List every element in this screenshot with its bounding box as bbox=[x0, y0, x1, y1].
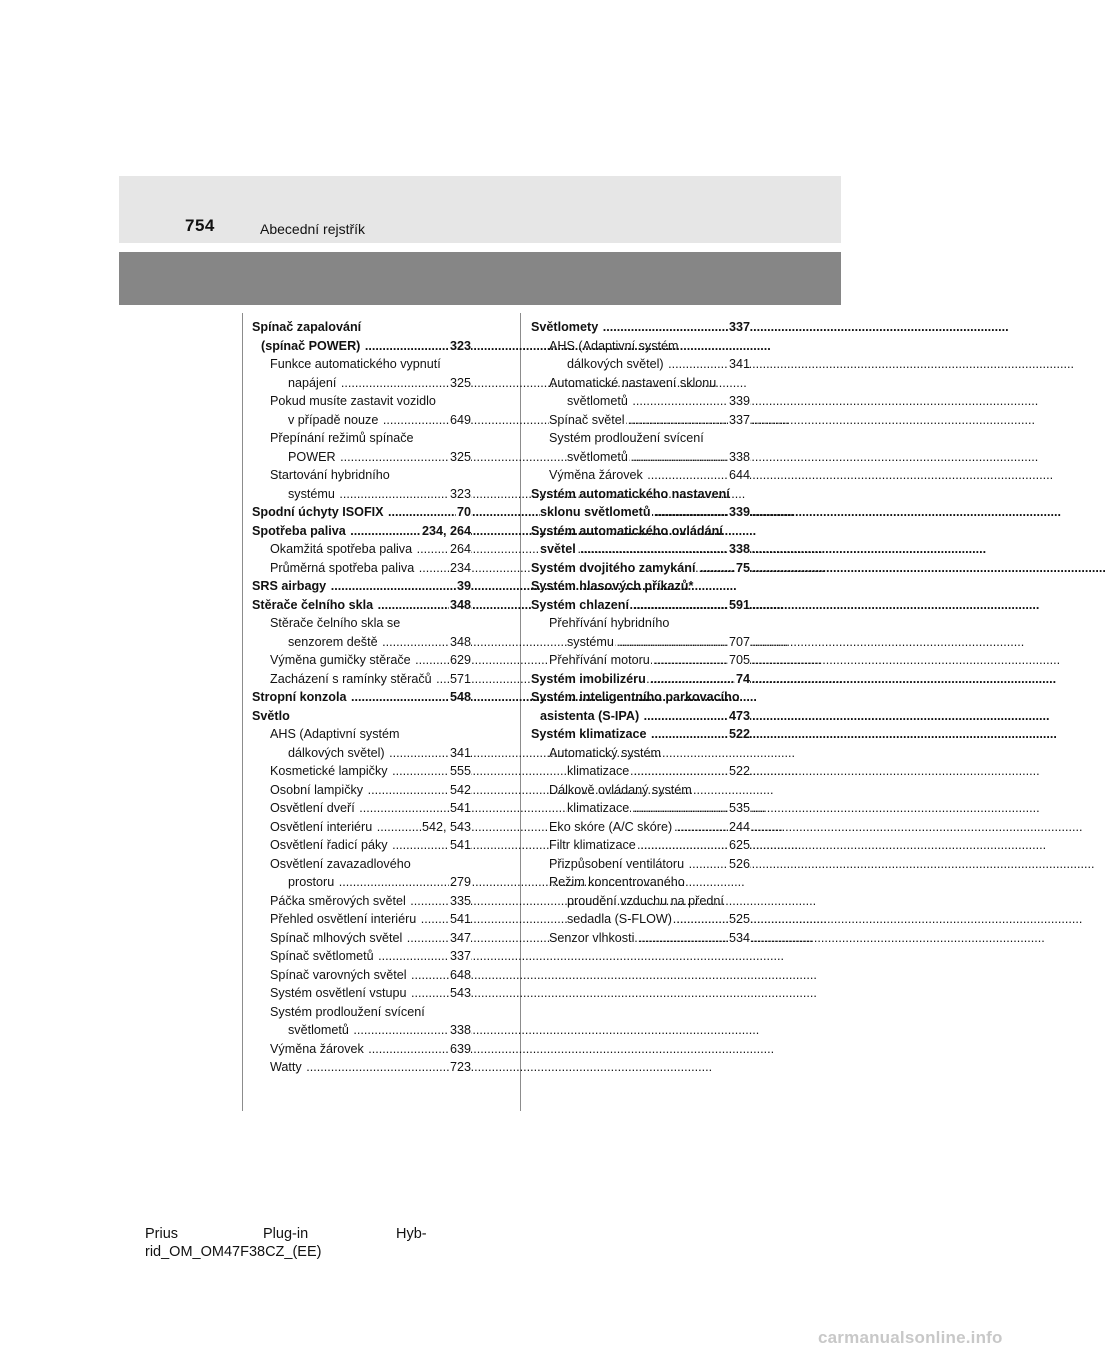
index-entry-page: 648 bbox=[449, 966, 471, 985]
index-entry-page: 337 bbox=[449, 947, 471, 966]
index-entry bbox=[252, 466, 471, 485]
index-entry-label: Systém inteligentního parkovacího bbox=[531, 690, 740, 704]
index-entry bbox=[252, 725, 471, 744]
index-entry-label: Eko skóre (A/C skóre) bbox=[549, 819, 673, 834]
index-entry bbox=[252, 485, 471, 504]
index-entry-label: Automatický systém bbox=[549, 745, 661, 760]
index-entry-label: SRS airbagy bbox=[252, 579, 327, 593]
index-entry-page: 74 bbox=[735, 670, 750, 689]
index-entry-page: 639 bbox=[449, 1040, 471, 1059]
index-entry-label: Systém prodloužení svícení bbox=[270, 1004, 425, 1019]
index-entry bbox=[531, 596, 750, 615]
index-column-right bbox=[531, 318, 750, 947]
index-entry bbox=[252, 577, 471, 596]
index-entry-page: 625 bbox=[728, 836, 750, 855]
index-entry-label: napájení bbox=[288, 375, 337, 390]
index-entry-page: 279 bbox=[449, 873, 471, 892]
section-title: Abecední rejstřík bbox=[260, 221, 366, 237]
index-entry bbox=[252, 448, 471, 467]
index-entry-label: (spínač POWER) bbox=[261, 338, 361, 353]
index-entry bbox=[531, 448, 750, 467]
index-entry-label: v případě nouze bbox=[288, 412, 379, 427]
index-entry-page: 649 bbox=[449, 411, 471, 430]
index-entry-page: 543 bbox=[449, 984, 471, 1003]
index-entry bbox=[531, 577, 750, 596]
index-entry bbox=[531, 707, 750, 726]
left-column-rule bbox=[242, 313, 243, 1111]
index-entry bbox=[531, 466, 750, 485]
index-entry bbox=[531, 818, 750, 837]
index-entry-page: 542, 543 bbox=[421, 818, 471, 837]
index-entry bbox=[252, 966, 471, 985]
index-entry-label: Zacházení s ramínky stěračů bbox=[270, 671, 432, 686]
index-entry-page: 337 bbox=[728, 318, 750, 337]
index-entry-page: 629 bbox=[449, 651, 471, 670]
index-entry-label: Funkce automatického vypnutí bbox=[270, 357, 441, 371]
index-entry-label: klimatizace bbox=[567, 801, 630, 815]
index-entry-page: 70 bbox=[456, 503, 471, 522]
index-entry-page: 75 bbox=[735, 559, 750, 578]
index-entry bbox=[252, 596, 471, 615]
index-entry-page: 571 bbox=[449, 670, 471, 689]
index-entry bbox=[252, 503, 471, 522]
index-entry bbox=[531, 337, 750, 356]
index-entry bbox=[252, 799, 471, 818]
index-entry-label: Systém osvětlení vstupu bbox=[270, 986, 407, 1000]
index-entry bbox=[531, 725, 750, 744]
index-entry bbox=[252, 1040, 471, 1059]
index-entry-label: Systém imobilizéru bbox=[531, 671, 646, 686]
index-entry bbox=[252, 1003, 471, 1022]
index-entry bbox=[252, 818, 471, 837]
index-entry bbox=[531, 799, 750, 818]
index-entry-label: světel bbox=[540, 542, 576, 556]
index-entry-label: Přehřívání motoru bbox=[549, 653, 650, 667]
index-entry bbox=[252, 707, 471, 726]
index-entry bbox=[531, 744, 750, 763]
index-entry-label: AHS (Adaptivní systém bbox=[549, 338, 679, 353]
index-entry-page: 338 bbox=[728, 540, 750, 559]
index-entry-label: Stěrače čelního skla bbox=[252, 597, 374, 612]
index-entry-label: proudění vzduchu na přední bbox=[567, 893, 724, 908]
index-entry-label: prostoru bbox=[288, 875, 335, 889]
index-entry-page: 244 bbox=[728, 818, 750, 837]
index-entry bbox=[531, 392, 750, 411]
index-entry bbox=[531, 559, 750, 578]
index-entry bbox=[252, 1021, 471, 1040]
index-entry-label: Automatické nastavení sklonu bbox=[549, 375, 717, 390]
index-entry-label: světlometů bbox=[288, 1023, 349, 1037]
index-entry-page: 541 bbox=[449, 799, 471, 818]
index-entry-label: systému bbox=[288, 486, 335, 501]
index-entry bbox=[252, 1058, 471, 1077]
index-entry-page: 535 bbox=[728, 799, 750, 818]
index-entry bbox=[252, 855, 471, 874]
index-entry-page: 338 bbox=[449, 1021, 471, 1040]
index-entry bbox=[531, 355, 750, 374]
index-entry-label: Přehled osvětlení interiéru bbox=[270, 912, 417, 926]
index-entry-label: Výměna gumičky stěrače bbox=[270, 653, 411, 667]
index-entry bbox=[252, 947, 471, 966]
index-entry-label: Systém klimatizace bbox=[531, 727, 647, 741]
index-entry-page: 325 bbox=[449, 448, 471, 467]
index-entry-page: 522 bbox=[728, 762, 750, 781]
index-entry bbox=[531, 910, 750, 929]
index-entry-label: Průměrná spotřeba paliva bbox=[270, 560, 415, 575]
index-entry-page: 341 bbox=[728, 355, 750, 374]
index-entry-page: 348 bbox=[449, 596, 471, 615]
index-entry bbox=[252, 910, 471, 929]
index-entry bbox=[252, 392, 471, 411]
index-entry-page: 264 bbox=[449, 540, 471, 559]
index-entry bbox=[252, 318, 471, 337]
index-entry-label: Systém hlasových příkazů* bbox=[531, 579, 694, 593]
index-entry-label: Stěrače čelního skla se bbox=[270, 616, 401, 630]
index-entry-page: 234 bbox=[449, 559, 471, 578]
index-entry-label: Osobní lampičky bbox=[270, 782, 364, 797]
index-entry-label: Osvětlení interiéru bbox=[270, 819, 373, 834]
index-entry-label: Dálkově ovládaný systém bbox=[549, 782, 692, 797]
index-entry bbox=[531, 929, 750, 948]
index-entry bbox=[252, 337, 471, 356]
index-entry bbox=[252, 929, 471, 948]
index-entry-label: Systém prodloužení svícení bbox=[549, 431, 704, 445]
index-entry bbox=[252, 670, 471, 689]
index-entry-label: Spodní úchyty ISOFIX bbox=[252, 505, 384, 519]
index-entry-label: světlometů bbox=[567, 394, 628, 408]
index-entry bbox=[531, 855, 750, 874]
index-entry bbox=[531, 411, 750, 430]
footer-doc-code: rid_OM_OM47F38CZ_(EE) bbox=[145, 1244, 322, 1260]
index-entry-label: Systém chlazení bbox=[531, 597, 629, 612]
index-entry-page: 473 bbox=[728, 707, 750, 726]
index-entry-label: Výměna žárovek bbox=[270, 1041, 364, 1056]
index-entry bbox=[252, 614, 471, 633]
index-entry bbox=[252, 781, 471, 800]
index-entry bbox=[252, 873, 471, 892]
index-entry bbox=[252, 762, 471, 781]
index-entry-label: Startování hybridního bbox=[270, 468, 390, 482]
index-entry-label: Spotřeba paliva bbox=[252, 523, 346, 538]
index-entry-page: 339 bbox=[728, 503, 750, 522]
index-entry-label: Světlo bbox=[252, 708, 290, 723]
index-entry bbox=[531, 633, 750, 652]
index-entry-label: klimatizace bbox=[567, 764, 630, 778]
index-entry-page: 541 bbox=[449, 910, 471, 929]
index-entry bbox=[531, 836, 750, 855]
index-entry-label: systému bbox=[567, 634, 614, 649]
index-entry bbox=[252, 540, 471, 559]
index-entry-page: 534 bbox=[728, 929, 750, 948]
index-entry bbox=[252, 411, 471, 430]
index-entry-page: 525 bbox=[728, 910, 750, 929]
index-entry-page: 325 bbox=[449, 374, 471, 393]
index-entry bbox=[531, 374, 750, 393]
index-entry-page: 338 bbox=[728, 448, 750, 467]
index-entry-label: Systém automatického ovládání bbox=[531, 523, 723, 538]
index-entry-label: Přizpůsobení ventilátoru bbox=[549, 856, 685, 871]
index-entry bbox=[531, 651, 750, 670]
index-entry-label: dálkových světel) bbox=[567, 357, 664, 371]
page-number: 754 bbox=[185, 216, 215, 235]
index-entry bbox=[252, 429, 471, 448]
index-entry-label: Pokud musíte zastavit vozidlo bbox=[270, 394, 436, 408]
index-entry-label: sedadla (S-FLOW) bbox=[567, 912, 672, 926]
watermark: carmanualsonline.info bbox=[818, 1328, 1003, 1347]
index-entry bbox=[252, 633, 471, 652]
index-entry bbox=[531, 540, 750, 559]
index-entry bbox=[531, 522, 750, 541]
index-entry bbox=[531, 781, 750, 800]
index-entry bbox=[252, 688, 471, 707]
index-entry-page: 723 bbox=[449, 1058, 471, 1077]
index-entry bbox=[531, 688, 750, 707]
index-entry-page: 337 bbox=[728, 411, 750, 430]
index-entry bbox=[252, 836, 471, 855]
index-entry bbox=[531, 485, 750, 504]
index-entry-page: 39 bbox=[456, 577, 471, 596]
index-entry-page: 522 bbox=[728, 725, 750, 744]
index-entry-label: AHS (Adaptivní systém bbox=[270, 727, 400, 741]
index-entry-page: 548 bbox=[449, 688, 471, 707]
index-entry-label: Senzor vlhkosti bbox=[549, 930, 635, 945]
index-entry-label: Osvětlení řadicí páky bbox=[270, 838, 388, 852]
index-entry-label: sklonu světlometů bbox=[540, 505, 651, 519]
index-entry-label: Systém dvojitého zamykání bbox=[531, 560, 696, 575]
index-entry-page: 644 bbox=[728, 466, 750, 485]
index-entry-page: 347 bbox=[449, 929, 471, 948]
index-entry-label: dálkových světel) bbox=[288, 745, 385, 760]
index-entry-label: Výměna žárovek bbox=[549, 468, 643, 482]
index-entry-label: Spínač mlhových světel bbox=[270, 930, 403, 945]
index-entry-page: 323 bbox=[449, 337, 471, 356]
index-entry-label: Spínač varovných světel bbox=[270, 967, 407, 982]
index-entry-page: 341 bbox=[449, 744, 471, 763]
index-entry-label: asistenta (S-IPA) bbox=[540, 708, 640, 723]
index-entry bbox=[252, 355, 471, 374]
index-entry-page: 705 bbox=[728, 651, 750, 670]
index-entry-page: 707 bbox=[728, 633, 750, 652]
index-entry bbox=[531, 318, 750, 337]
index-entry-page: 555 bbox=[449, 762, 471, 781]
index-entry-label: Watty bbox=[270, 1060, 302, 1074]
section-bar bbox=[119, 252, 841, 305]
header-band bbox=[119, 176, 841, 243]
footer-type: Hyb- bbox=[396, 1226, 427, 1242]
index-entry-page: 234, 264 bbox=[421, 522, 471, 541]
index-entry-label: Kosmetické lampičky bbox=[270, 764, 388, 778]
index-entry-label: Stropní konzola bbox=[252, 690, 347, 704]
index-entry-page: 339 bbox=[728, 392, 750, 411]
index-entry-page: 323 bbox=[449, 485, 471, 504]
index-entry-label: Spínač světel bbox=[549, 412, 625, 427]
footer-variant: Plug-in bbox=[263, 1226, 309, 1242]
index-entry-label: světlometů bbox=[567, 449, 628, 464]
footer-model: Prius bbox=[145, 1226, 179, 1242]
index-entry bbox=[252, 374, 471, 393]
index-entry-label: Osvětlení zavazadlového bbox=[270, 856, 411, 871]
index-entry-page: 591 bbox=[728, 596, 750, 615]
index-entry-label: Světlomety bbox=[531, 320, 599, 334]
index-entry bbox=[531, 429, 750, 448]
index-entry bbox=[252, 984, 471, 1003]
index-entry bbox=[252, 744, 471, 763]
index-entry-label: Spínač zapalování bbox=[252, 320, 362, 334]
index-entry-page: 541 bbox=[449, 836, 471, 855]
index-entry-page: 526 bbox=[728, 855, 750, 874]
index-entry bbox=[252, 522, 471, 541]
index-entry bbox=[252, 892, 471, 911]
index-entry-label: POWER bbox=[288, 449, 336, 464]
index-entry bbox=[252, 651, 471, 670]
index-entry bbox=[531, 670, 750, 689]
index-entry-label: Systém automatického nastavení bbox=[531, 486, 730, 501]
index-entry-label: Režim koncentrovaného bbox=[549, 875, 685, 889]
index-entry-label: Osvětlení dveří bbox=[270, 801, 355, 815]
index-entry bbox=[531, 873, 750, 892]
index-entry-page: 335 bbox=[449, 892, 471, 911]
index-entry bbox=[531, 614, 750, 633]
index-entry-label: Filtr klimatizace bbox=[549, 838, 636, 852]
index-entry bbox=[531, 503, 750, 522]
index-entry-page: 348 bbox=[449, 633, 471, 652]
index-entry-page: 542 bbox=[449, 781, 471, 800]
index-entry-label: Přepínání režimů spínače bbox=[270, 431, 414, 445]
index-column-left bbox=[252, 318, 471, 1077]
index-entry bbox=[531, 892, 750, 911]
index-entry bbox=[531, 762, 750, 781]
index-entry-label: Páčka směrových světel bbox=[270, 893, 406, 908]
index-entry bbox=[252, 559, 471, 578]
index-entry-label: senzorem deště bbox=[288, 634, 378, 649]
index-entry-label: Přehřívání hybridního bbox=[549, 616, 670, 630]
index-entry-label: Okamžitá spotřeba paliva bbox=[270, 542, 413, 556]
index-entry-label: Spínač světlometů bbox=[270, 949, 374, 963]
